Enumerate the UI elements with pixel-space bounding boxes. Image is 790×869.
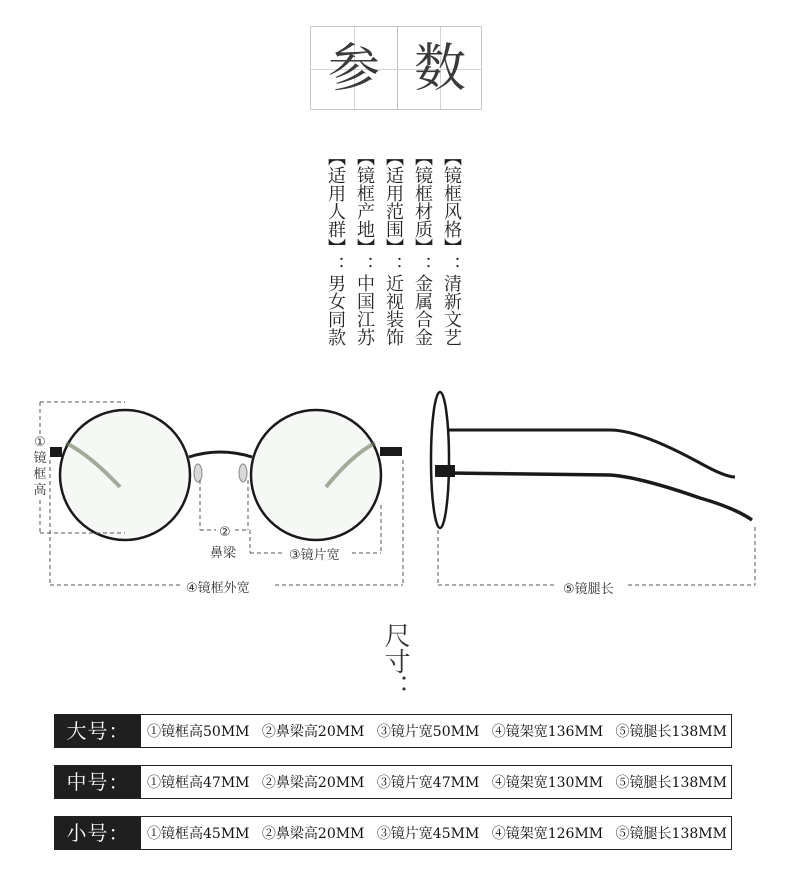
title-char-1: 参	[327, 39, 380, 99]
size-detail: ②鼻梁高20MM	[261, 724, 365, 740]
size-details	[141, 817, 731, 849]
size-detail: ④镜架宽126MM	[491, 826, 604, 842]
size-detail: ③镜片宽47MM	[376, 775, 480, 791]
spec-column: 【镜框产地】：中国江苏	[354, 148, 375, 346]
hinge	[380, 447, 402, 456]
size-detail: ①镜框高47MM	[147, 775, 250, 791]
glasses-diagram	[0, 385, 790, 600]
size-detail: ⑤镜腿长138MM	[615, 826, 727, 842]
side-lens	[431, 392, 449, 528]
size-row-large	[54, 714, 732, 748]
frame-height-label	[32, 435, 48, 499]
left-lens	[60, 410, 190, 540]
size-detail: ⑤镜腿长138MM	[615, 724, 727, 740]
right-lens	[251, 410, 381, 540]
title-char-2: 数	[413, 39, 466, 99]
temple-length-label: ⑤镜腿长	[560, 578, 617, 597]
spec-column: 【镜框材质】：金属合金	[412, 148, 433, 346]
frame-height-text: 镜框高	[33, 451, 47, 498]
bridge-label: 鼻梁	[207, 542, 239, 561]
nose-pad	[239, 464, 247, 482]
side-temple-upper	[447, 430, 735, 477]
side-temple-lower	[447, 473, 752, 520]
size-name: 中号：	[55, 766, 141, 798]
size-row-medium	[54, 765, 732, 799]
side-hinge	[435, 465, 455, 477]
size-row-small	[54, 816, 732, 850]
size-details	[141, 715, 731, 747]
spec-value: 金属合金	[412, 274, 433, 346]
spec-value: 男女同款	[325, 274, 346, 346]
size-detail: ②鼻梁高20MM	[261, 826, 365, 842]
size-detail: ④镜架宽130MM	[491, 775, 604, 791]
bridge-number: ②	[216, 525, 234, 540]
spec-label: 适用人群	[325, 166, 346, 238]
spec-column: 【适用范围】：近视装饰	[383, 148, 404, 346]
spec-label: 镜框风格	[441, 166, 462, 238]
nose-pad	[194, 464, 202, 482]
size-detail: ④镜架宽136MM	[491, 724, 604, 740]
glasses-illustration	[0, 385, 790, 600]
spec-value: 近视装饰	[383, 274, 404, 346]
spec-value: 中国江苏	[354, 274, 375, 346]
title-grid	[310, 26, 482, 110]
size-details	[141, 766, 731, 798]
size-detail: ②鼻梁高20MM	[261, 775, 365, 791]
size-detail: ①镜框高50MM	[147, 724, 250, 740]
spec-label: 适用范围	[383, 166, 404, 238]
size-name: 小号：	[55, 817, 141, 849]
spec-value: 清新文艺	[441, 274, 462, 346]
spec-label: 镜框材质	[412, 166, 433, 238]
size-heading	[380, 622, 410, 700]
size-detail: ③镜片宽45MM	[376, 826, 480, 842]
frame-width-label: ④镜框外宽	[183, 577, 253, 596]
hinge	[50, 447, 62, 457]
size-name: 大号：	[55, 715, 141, 747]
size-detail: ③镜片宽50MM	[376, 724, 480, 740]
frame-height-number: ①	[34, 435, 46, 450]
spec-column: 【适用人群】：男女同款	[325, 148, 346, 346]
spec-label: 镜框产地	[354, 166, 375, 238]
size-detail: ①镜框高45MM	[147, 826, 250, 842]
bridge	[189, 452, 252, 457]
spec-column: 【镜框风格】：清新文艺	[441, 148, 462, 346]
size-detail: ⑤镜腿长138MM	[615, 775, 727, 791]
lens-width-label: ③镜片宽	[286, 544, 343, 563]
size-heading-text: 尺寸：	[380, 622, 410, 700]
